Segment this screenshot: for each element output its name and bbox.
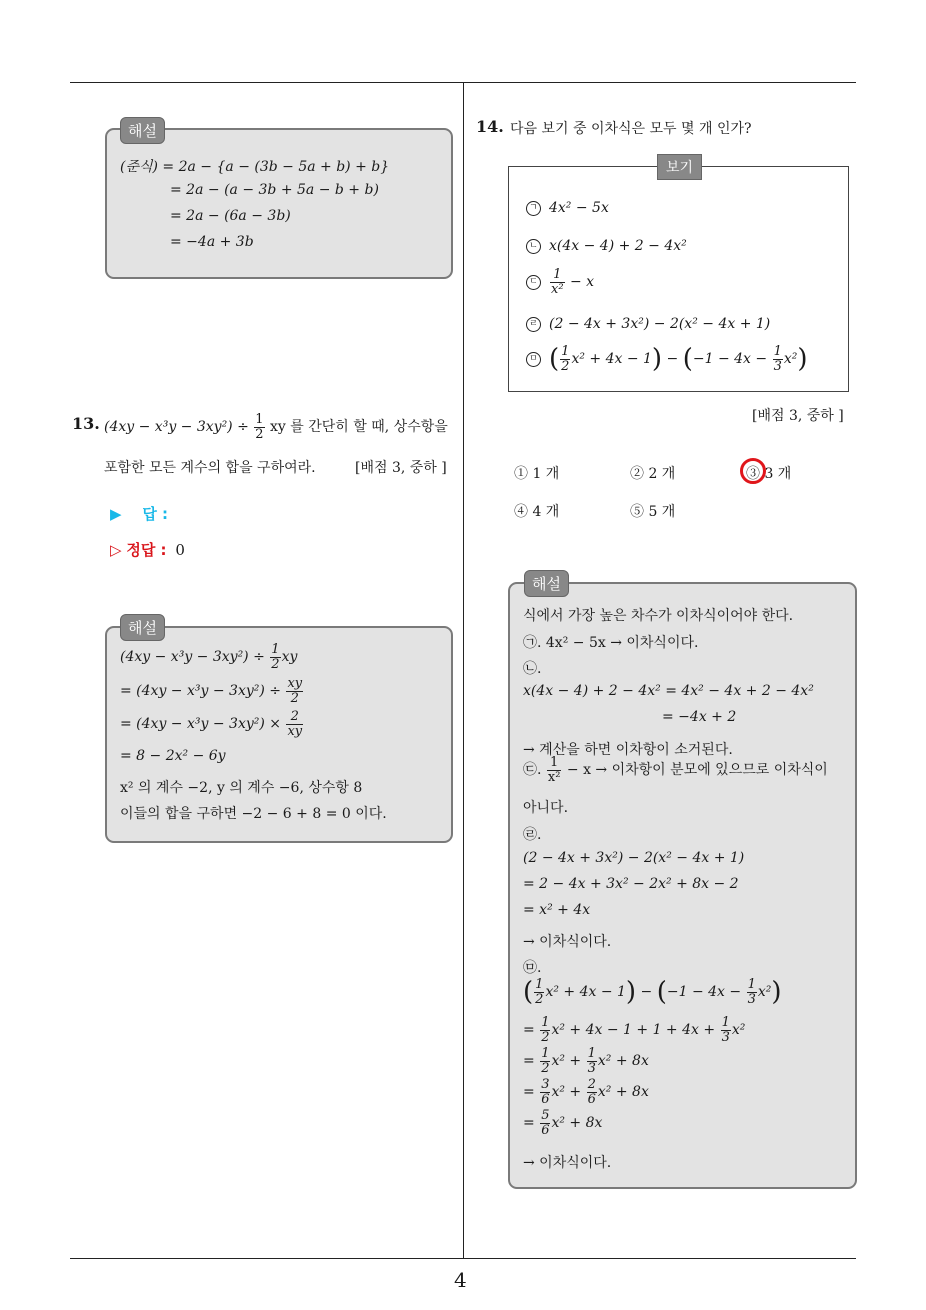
- solution-13-line-3: [120, 710, 304, 738]
- q13-frac-den: 2: [255, 426, 264, 442]
- s14-e5-num: 5: [541, 1108, 550, 1123]
- s14-e2-frac-a: [540, 1016, 550, 1044]
- bogi-frac-3: [550, 268, 565, 296]
- correct-answer-row: [110, 539, 185, 560]
- s14-e1-b-den: 3: [747, 991, 756, 1007]
- s14-d3: = x² + 4x: [523, 902, 591, 918]
- q13-expr-post: xy 를 간단히 할 때, 상수항을: [270, 419, 448, 436]
- choice-4[interactable]: ④ 4 개: [514, 504, 560, 520]
- s14-b-head: ㉡.: [523, 661, 542, 677]
- s13-l1-pre: (4xy − x³y − 3xy²) ÷: [120, 649, 265, 666]
- s14-e3-post: x² + 8x: [597, 1053, 649, 1070]
- s14-e4-b-num: 2: [587, 1077, 596, 1092]
- s14-e6: → 이차식이다.: [523, 1155, 612, 1171]
- column-divider: [463, 83, 464, 1259]
- s14-e2-a-den: 2: [541, 1029, 550, 1045]
- s13-l3-num: 2: [286, 710, 303, 725]
- correct-arrow-icon: ▷: [110, 541, 122, 559]
- choice-5[interactable]: ⑤ 5 개: [630, 504, 676, 520]
- s14-e4-a-num: 3: [541, 1077, 550, 1092]
- solution-12-line-4: = −4a + 3b: [170, 234, 254, 250]
- s14-e3-a-den: 2: [541, 1060, 550, 1076]
- s14-e1: ( $\frac{1}{2}$ x² + 4x − 1) − (−1 − 4x − $\frac{1}{3}$ x²): [523, 977, 782, 1008]
- solution-tag-13: 해설: [120, 614, 165, 641]
- s13-l3-pre: = (4xy − x³y − 3xy²) ×: [120, 716, 281, 733]
- question-13-score: [배점 3, 중하 ]: [355, 460, 447, 476]
- s14-e4-eq: =: [523, 1084, 535, 1101]
- solution-13-line-5: x² 의 계수 −2, y 의 계수 −6, 상수항 8: [120, 780, 363, 796]
- bogi5-a-post: x² + 4x − 1: [571, 351, 652, 368]
- choice-1[interactable]: ① 1 개: [514, 466, 560, 482]
- s14-e3: [523, 1047, 649, 1075]
- s14-e1-b-post: x²: [757, 984, 772, 1001]
- bogi3-num: 1: [550, 268, 565, 283]
- s14-c: [523, 756, 828, 784]
- s13-l2-frac: [286, 677, 303, 705]
- solution-13-line-1: [120, 643, 297, 671]
- s14-b3: → 계산을 하면 이차항이 소거된다.: [523, 742, 733, 758]
- s14-b2: = −4x + 2: [662, 709, 737, 725]
- bogi-mark-3: ㄷ: [526, 275, 541, 290]
- s13-l3-den: xy: [287, 723, 303, 739]
- bogi5-a-den: 2: [561, 358, 570, 374]
- s13-l1-num: 1: [271, 642, 280, 657]
- s14-e1-frac-b: [747, 978, 757, 1006]
- bogi5-frac-b: [773, 345, 783, 373]
- s14-e5-den: 6: [541, 1122, 550, 1138]
- s14-e1-b-pre: −1 − 4x −: [666, 984, 742, 1001]
- correct-label: 정답 :: [126, 541, 167, 559]
- s14-e4-a-den: 6: [541, 1091, 550, 1107]
- bogi-item-4: [526, 316, 770, 332]
- solution-13-line-4: = 8 − 2x² − 6y: [120, 748, 226, 764]
- page-number: 4: [454, 1268, 467, 1292]
- solution-tag-14: 해설: [524, 570, 569, 597]
- q13-fraction: [254, 413, 264, 441]
- selected-answer-circle: [740, 458, 766, 484]
- solution-box-12: [105, 128, 453, 279]
- s14-e4: [523, 1078, 649, 1106]
- choice-3[interactable]: ③ 3 개: [746, 466, 792, 482]
- s14-d4: → 이차식이다.: [523, 934, 612, 950]
- bogi-expr-1: 4x² − 5x: [549, 200, 609, 216]
- s14-c-pre: ㉢.: [523, 762, 542, 779]
- s14-e2-a-num: 1: [541, 1015, 550, 1030]
- s14-d1: (2 − 4x + 3x²) − 2(x² − 4x + 1): [523, 850, 745, 866]
- s14-e4-frac-b: [587, 1078, 597, 1106]
- s14-e2-b-den: 3: [721, 1029, 730, 1045]
- s13-l1-frac: [270, 643, 280, 671]
- s14-e1-a-num: 1: [535, 977, 544, 992]
- solution-12-line-3: = 2a − (6a − 3b): [170, 208, 291, 224]
- s14-e3-a-num: 1: [541, 1046, 550, 1061]
- s14-e-head: ㉤.: [523, 960, 542, 976]
- s14-e5-eq: =: [523, 1115, 535, 1132]
- solution-tag-12: 해설: [120, 117, 165, 144]
- bogi-tag: 보기: [657, 154, 702, 180]
- bogi-expr-2: x(4x − 4) + 2 − 4x²: [549, 238, 687, 254]
- s14-e2: [523, 1016, 745, 1044]
- s14-d2: = 2 − 4x + 3x² − 2x² + 8x − 2: [523, 876, 739, 892]
- q13-expr: (4xy − x³y − 3xy²) ÷: [104, 419, 249, 436]
- bogi5-b-pre: −1 − 4x −: [692, 351, 768, 368]
- s14-e3-mid: x² +: [551, 1053, 582, 1070]
- bogi-expr-4: (2 − 4x + 3x²) − 2(x² − 4x + 1): [549, 316, 771, 332]
- s14-d-head: ㉣.: [523, 827, 542, 843]
- bottom-rule: [70, 1258, 856, 1259]
- s14-e1-mid: −: [640, 984, 653, 1001]
- bogi5-a-num: 1: [561, 344, 570, 359]
- s14-e5: [523, 1109, 602, 1137]
- s13-l1-den: 2: [271, 656, 280, 672]
- bogi5-mid: −: [666, 351, 679, 368]
- question-13-line-2: 포함한 모든 계수의 합을 구하여라.: [104, 460, 316, 476]
- s14-c-den: x²: [547, 769, 561, 785]
- s13-l3-frac: [286, 710, 303, 738]
- bogi3-den: x²: [551, 281, 564, 297]
- bogi5-b-num: 1: [773, 344, 782, 359]
- s14-c-frac: [547, 756, 562, 784]
- question-14-score: [배점 3, 중하 ]: [752, 408, 844, 424]
- s14-e4-b-den: 6: [587, 1091, 596, 1107]
- question-number-13: 13.: [72, 414, 100, 433]
- s14-e4-post: x² + 8x: [597, 1084, 649, 1101]
- s14-e3-frac-a: [540, 1047, 550, 1075]
- s14-e2-frac-b: [721, 1016, 731, 1044]
- bogi-expr-3: − x: [570, 274, 595, 291]
- s14-c-post: − x → 이차항이 분모에 있으므로 이차식이: [566, 762, 828, 779]
- s14-e1-a-den: 2: [535, 991, 544, 1007]
- question-14-text: 다음 보기 중 이차식은 모두 몇 개 인가?: [510, 121, 752, 137]
- solution-13-line-6: 이들의 합을 구하면 −2 − 6 + 8 = 0 이다.: [120, 806, 387, 822]
- s14-a: ㉠. 4x² − 5x → 이차식이다.: [523, 635, 699, 651]
- solution-12-line-1: (준식) = 2a − {a − (3b − 5a + b) + b}: [120, 159, 390, 175]
- s14-e4-mid: x² +: [551, 1084, 582, 1101]
- s14-e3-b-den: 3: [587, 1060, 596, 1076]
- s14-e4-frac-a: [540, 1078, 550, 1106]
- s14-e1-b-num: 1: [747, 977, 756, 992]
- s14-e2-post: x²: [731, 1022, 746, 1039]
- s13-l1-post: xy: [281, 649, 298, 666]
- s13-l2-num: xy: [287, 676, 303, 691]
- bogi-mark-2: ㄴ: [526, 239, 541, 254]
- bogi-mark-5: ㅁ: [526, 352, 541, 367]
- bogi5-frac-a: [560, 345, 570, 373]
- answer-row: [110, 503, 168, 524]
- s13-l2-pre: = (4xy − x³y − 3xy²) ÷: [120, 683, 281, 700]
- s14-intro: 식에서 가장 높은 차수가 이차식이어야 한다.: [523, 608, 794, 624]
- bogi5-b-post: x²: [783, 351, 798, 368]
- s14-e1-frac-a: [534, 978, 544, 1006]
- q13-frac-num: 1: [255, 412, 264, 427]
- bogi-mark-1: ㄱ: [526, 201, 541, 216]
- s14-e3-eq: =: [523, 1053, 535, 1070]
- s14-e2-b-num: 1: [721, 1015, 730, 1030]
- answer-arrow-icon: ▶: [110, 505, 122, 523]
- s14-c-num: 1: [547, 756, 562, 771]
- s14-e5-post: x² + 8x: [551, 1115, 603, 1132]
- s14-e3-frac-b: [587, 1047, 597, 1075]
- bogi-item-5: ㅁ ( $\frac{1}{2}$ x² + 4x − 1) − (−1 − 4x − $\frac{1}{3}$ x²): [526, 345, 808, 373]
- s14-e3-b-num: 1: [587, 1046, 596, 1061]
- s14-e2-mid: x² + 4x − 1 + 1 + 4x +: [551, 1022, 716, 1039]
- answer-label: 답 :: [142, 505, 169, 523]
- s14-e5-frac: [540, 1109, 550, 1137]
- question-13-line-1: [104, 413, 448, 441]
- correct-value: 0: [175, 541, 185, 559]
- s14-b1: x(4x − 4) + 2 − 4x² = 4x² − 4x + 2 − 4x²: [523, 683, 814, 699]
- bogi5-b-den: 3: [773, 358, 782, 374]
- s14-e2-eq: =: [523, 1022, 535, 1039]
- solution-13-line-2: [120, 677, 304, 705]
- bogi-mark-4: ㄹ: [526, 317, 541, 332]
- s13-l2-den: 2: [290, 690, 299, 706]
- s14-c2: 아니다.: [523, 800, 569, 816]
- bogi-item-3: [526, 268, 594, 296]
- s14-e1-a-post: x² + 4x − 1: [545, 984, 626, 1001]
- bogi-item-1: [526, 200, 609, 216]
- question-number-14: 14.: [476, 117, 504, 136]
- bogi-item-2: [526, 238, 687, 254]
- choice-2[interactable]: ② 2 개: [630, 466, 676, 482]
- solution-12-line-2: = 2a − (a − 3b + 5a − b + b): [170, 182, 379, 198]
